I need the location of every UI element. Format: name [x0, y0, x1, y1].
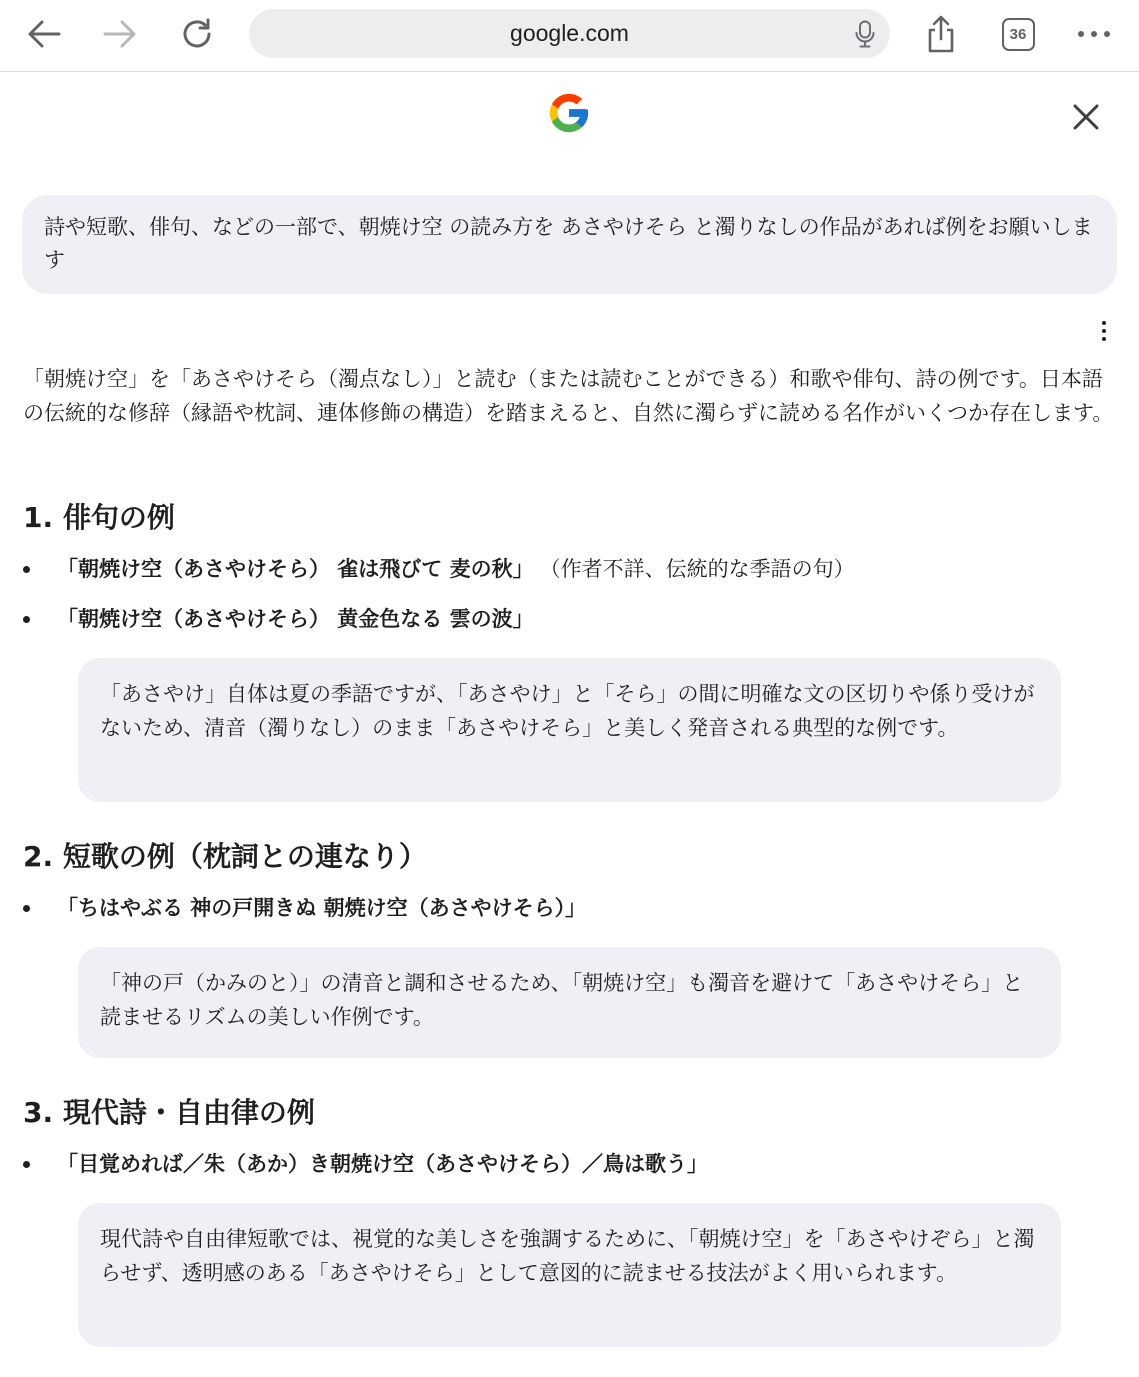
callout-text: 「あさやけ」自体は夏の季語ですが、「あさやけ」と「そら」の間に明確な文の区切りや係り受けがないため、清音（濁りなし）のまま「あさやけそら」と美しく発音される典型的な例です。: [100, 682, 1035, 740]
answer-intro: 「朝焼け空」を「あさやけそら（濁点なし）」と読む（または読むことができる）和歌や俳句、詩の例です。日本語の伝統的な修辞（縁語や枕詞、連体修飾の構造）を踏まえると、自然に濁らずに読める名作がいくつか存在します。: [23, 367, 1114, 425]
example-text: 「目覚めれば／朱（あか）き朝焼け空（あさやけそら）／鳥は歌う」: [57, 1152, 708, 1176]
section-title: 1. 俳句の例: [23, 501, 175, 534]
tabs-icon[interactable]: [994, 12, 1042, 56]
address-bar[interactable]: [249, 9, 890, 58]
back-arrow-icon[interactable]: [20, 12, 68, 56]
list-item: [23, 604, 534, 634]
explanation-callout: [78, 947, 1061, 1058]
google-g-logo: [546, 90, 592, 136]
bullet-icon: [23, 566, 30, 573]
query-bubble: [22, 195, 1117, 294]
bullet-icon: [23, 1161, 30, 1168]
share-icon[interactable]: [917, 12, 965, 56]
callout-text: 現代詩や自由律短歌では、視覚的な美しさを強調するために、「朝焼け空」を「あさやけぞら」と濁らせず、透明感のある「あさやけそら」として意図的に読ませる技法がよく用いられます。: [100, 1227, 1035, 1285]
reload-icon[interactable]: [173, 12, 221, 56]
explanation-callout: [78, 1203, 1061, 1347]
microphone-icon[interactable]: [854, 20, 876, 48]
more-vertical-icon[interactable]: [1091, 317, 1117, 345]
answer-intro-block: [23, 363, 1118, 430]
list-item: [23, 554, 855, 584]
forward-arrow-icon[interactable]: [96, 12, 144, 56]
bullet-icon: [23, 616, 30, 623]
browser-toolbar: [0, 0, 1139, 72]
more-horizontal-icon[interactable]: [1070, 12, 1118, 56]
section-title: 3. 現代詩・自由律の例: [23, 1096, 315, 1129]
query-text: 詩や短歌、俳句、などの一部で、朝焼け空 の読み方を あさやけそら と濁りなしの作品があれば例をお願いします: [44, 215, 1093, 272]
example-text: 「朝焼け空（あさやけそら） 雀は飛びて 麦の秋」: [57, 557, 534, 581]
example-note: （作者不詳、伝統的な季語の句）: [539, 557, 855, 581]
section-title: 2. 短歌の例（枕詞との連なり）: [23, 840, 427, 873]
url-text: google.com: [510, 20, 629, 46]
bullet-icon: [23, 905, 30, 912]
callout-text: 「神の戸（かみのと）」の清音と調和させるため、「朝焼け空」も濁音を避けて「あさやけそら」と読ませるリズムの美しい作例です。: [100, 971, 1024, 1029]
tab-count: 36: [1002, 18, 1035, 51]
close-icon[interactable]: [1066, 97, 1106, 137]
list-item: [23, 1149, 708, 1179]
example-text: 「朝焼け空（あさやけそら） 黄金色なる 雲の波」: [57, 607, 534, 631]
explanation-callout: [78, 658, 1061, 802]
list-item: [23, 893, 586, 923]
example-text: 「ちはやぶる 神の戸開きぬ 朝焼け空（あさやけそら）」: [57, 896, 587, 920]
